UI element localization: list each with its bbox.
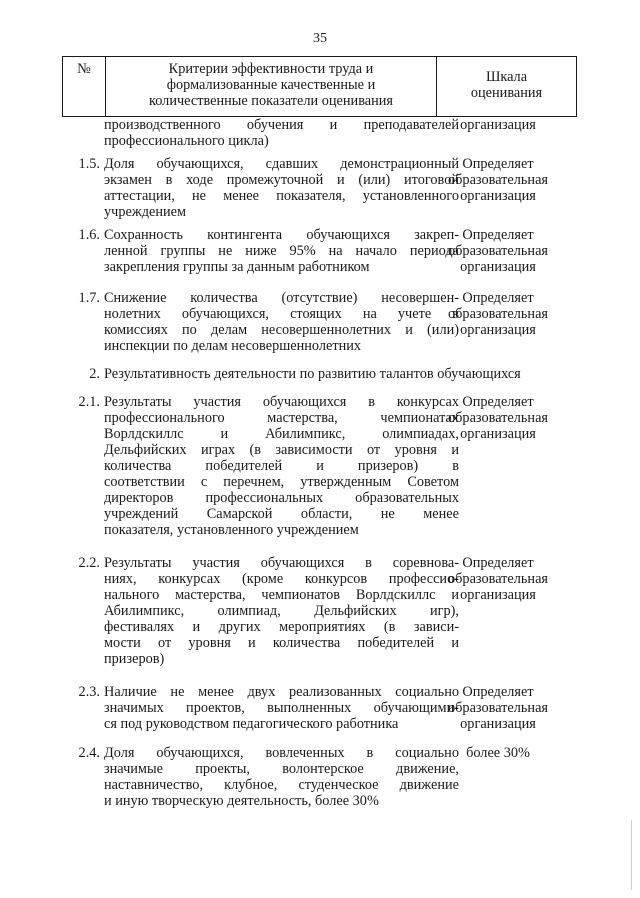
criterion-line: нолетних обучающихся, стоящих на учете в — [104, 306, 459, 322]
row-number: 1.7. — [78, 290, 100, 306]
header-criteria — [106, 61, 436, 109]
criterion-line: ленной группы не ниже 95% на начало периода — [104, 243, 459, 259]
criterion-line: призеров) — [104, 651, 165, 667]
scale-line: организация — [460, 259, 536, 275]
criterion-line: комиссиях по делам несовершеннолетних и (или) — [104, 322, 459, 338]
scale-line: организация — [460, 426, 536, 442]
scale-line: организация — [460, 716, 536, 732]
criterion-line: фестивалях и других мероприятиях (в зависи- — [104, 619, 459, 635]
scale-line: образовательная — [448, 306, 548, 322]
header-criteria-line: формализованные качественные и — [166, 77, 376, 93]
row-number: 2.4. — [78, 745, 100, 761]
scale-line: организация — [460, 117, 536, 133]
header-scale-line: Шкала — [485, 69, 528, 85]
row-number: 2.3. — [78, 684, 100, 700]
criterion-line: аттестации, не менее показателя, установленного — [104, 188, 459, 204]
scale-cell — [438, 290, 558, 338]
row-number: 1.5. — [78, 156, 100, 172]
criterion-line: ся под руководством педагогического работника — [104, 716, 399, 732]
row-number: 2. — [89, 366, 100, 382]
criterion-text — [104, 117, 459, 149]
criterion-line: Сохранность контингента обучающихся закреп- — [104, 227, 459, 243]
scale-line: образовательная — [448, 571, 548, 587]
criterion-line: Абилимпикс, олимпиад, Дельфийских игр), — [104, 603, 459, 619]
criterion-line: экзамен в ходе промежуточной и (или) итоговой — [104, 172, 459, 188]
criterion-line: Результаты участия обучающихся в конкурсах — [104, 394, 459, 410]
scale-line: Определяет — [462, 555, 534, 571]
scale-cell — [438, 117, 558, 133]
scale-line: организация — [460, 188, 536, 204]
criterion-line: Результаты участия обучающихся в соревнова- — [104, 555, 459, 571]
scale-cell — [438, 555, 558, 603]
scan-edge-line — [631, 820, 632, 890]
scale-line: Определяет — [462, 684, 534, 700]
criterion-line: значимых проектов, выполненных обучающими- — [104, 700, 459, 716]
criterion-line: профессионального мастерства, чемпионатах — [104, 410, 459, 426]
criterion-line: мости от уровня и количества победителей и — [104, 635, 459, 651]
header-criteria-line: количественные показатели оценивания — [149, 93, 393, 109]
scale-cell — [438, 156, 558, 204]
scale-line: Определяет — [462, 227, 534, 243]
header-scale-line: оценивания — [470, 85, 543, 101]
criterion-line: Ворлдскиллс и Абилимпикс, олимпиадах, — [104, 426, 459, 442]
criterion-line: значимые проекты, волонтерское движение, — [104, 761, 459, 777]
criterion-line: Дельфийских играх (в зависимости от уровня и — [104, 442, 459, 458]
row-number: 2.2. — [78, 555, 100, 571]
page-number: 35 — [313, 31, 327, 46]
scale-line: организация — [460, 322, 536, 338]
criterion-line: показателя, установленного учреждением — [104, 522, 359, 538]
criterion-line: и иную творческую деятельность, более 30% — [104, 793, 379, 809]
scale-line: образовательная — [448, 700, 548, 716]
scale-line: организация — [460, 587, 536, 603]
header-right-border — [576, 56, 577, 117]
criterion-line: инспекции по делам несовершеннолетних — [104, 338, 362, 354]
criterion-line: директоров профессиональных образовательных — [104, 490, 459, 506]
criterion-text — [104, 555, 459, 667]
row-number: 1.6. — [78, 227, 100, 243]
scale-line: Определяет — [462, 394, 534, 410]
criterion-text — [104, 156, 459, 220]
criterion-text — [104, 290, 459, 354]
scale-line: образовательная — [448, 243, 548, 259]
criterion-line: Наличие не менее двух реализованных социально — [104, 684, 459, 700]
header-scale — [437, 69, 576, 101]
criterion-text — [104, 394, 459, 538]
scale-line: образовательная — [448, 172, 548, 188]
criterion-text — [104, 227, 459, 275]
table-header — [62, 56, 577, 117]
scale-cell — [438, 684, 558, 732]
criterion-text — [104, 745, 459, 809]
header-top-border — [62, 56, 577, 57]
criterion-line: нального мастерства, чемпионатов Ворлдскиллс и — [104, 587, 459, 603]
criterion-line: Доля обучающихся, сдавших демонстрационный — [104, 156, 459, 172]
scale-cell — [438, 745, 558, 761]
scale-line: Определяет — [462, 156, 534, 172]
criterion-line: профессионального цикла) — [104, 133, 269, 149]
header-num: № — [77, 61, 91, 77]
header-criteria-line: Критерии эффективности труда и — [168, 61, 374, 77]
criterion-line: соответствии с перечнем, утвержденным Советом — [104, 474, 459, 490]
scale-cell — [438, 227, 558, 275]
criterion-line: ниях, конкурсах (кроме конкурсов профессио- — [104, 571, 459, 587]
section-title: Результативность деятельности по развитию талантов обучающихся — [104, 366, 521, 382]
criterion-line: Доля обучающихся, вовлеченных в социально — [104, 745, 459, 761]
criterion-line: количества победителей и призеров) в — [104, 458, 459, 474]
scale-line: образовательная — [448, 410, 548, 426]
criterion-line: наставничество, клубное, студенческое движение — [104, 777, 459, 793]
criterion-line: учреждений Самарской области, не менее — [104, 506, 459, 522]
criterion-line: производственного обучения и преподавателей — [104, 117, 459, 133]
criterion-line: Снижение количества (отсутствие) несовершен- — [104, 290, 459, 306]
scale-line: более 30% — [466, 745, 530, 761]
criterion-text — [104, 684, 459, 732]
scale-line: Определяет — [462, 290, 534, 306]
criterion-line: учреждением — [104, 204, 187, 220]
scale-cell — [438, 394, 558, 442]
row-number: 2.1. — [78, 394, 100, 410]
criterion-line: закрепления группы за данным работником — [104, 259, 370, 275]
